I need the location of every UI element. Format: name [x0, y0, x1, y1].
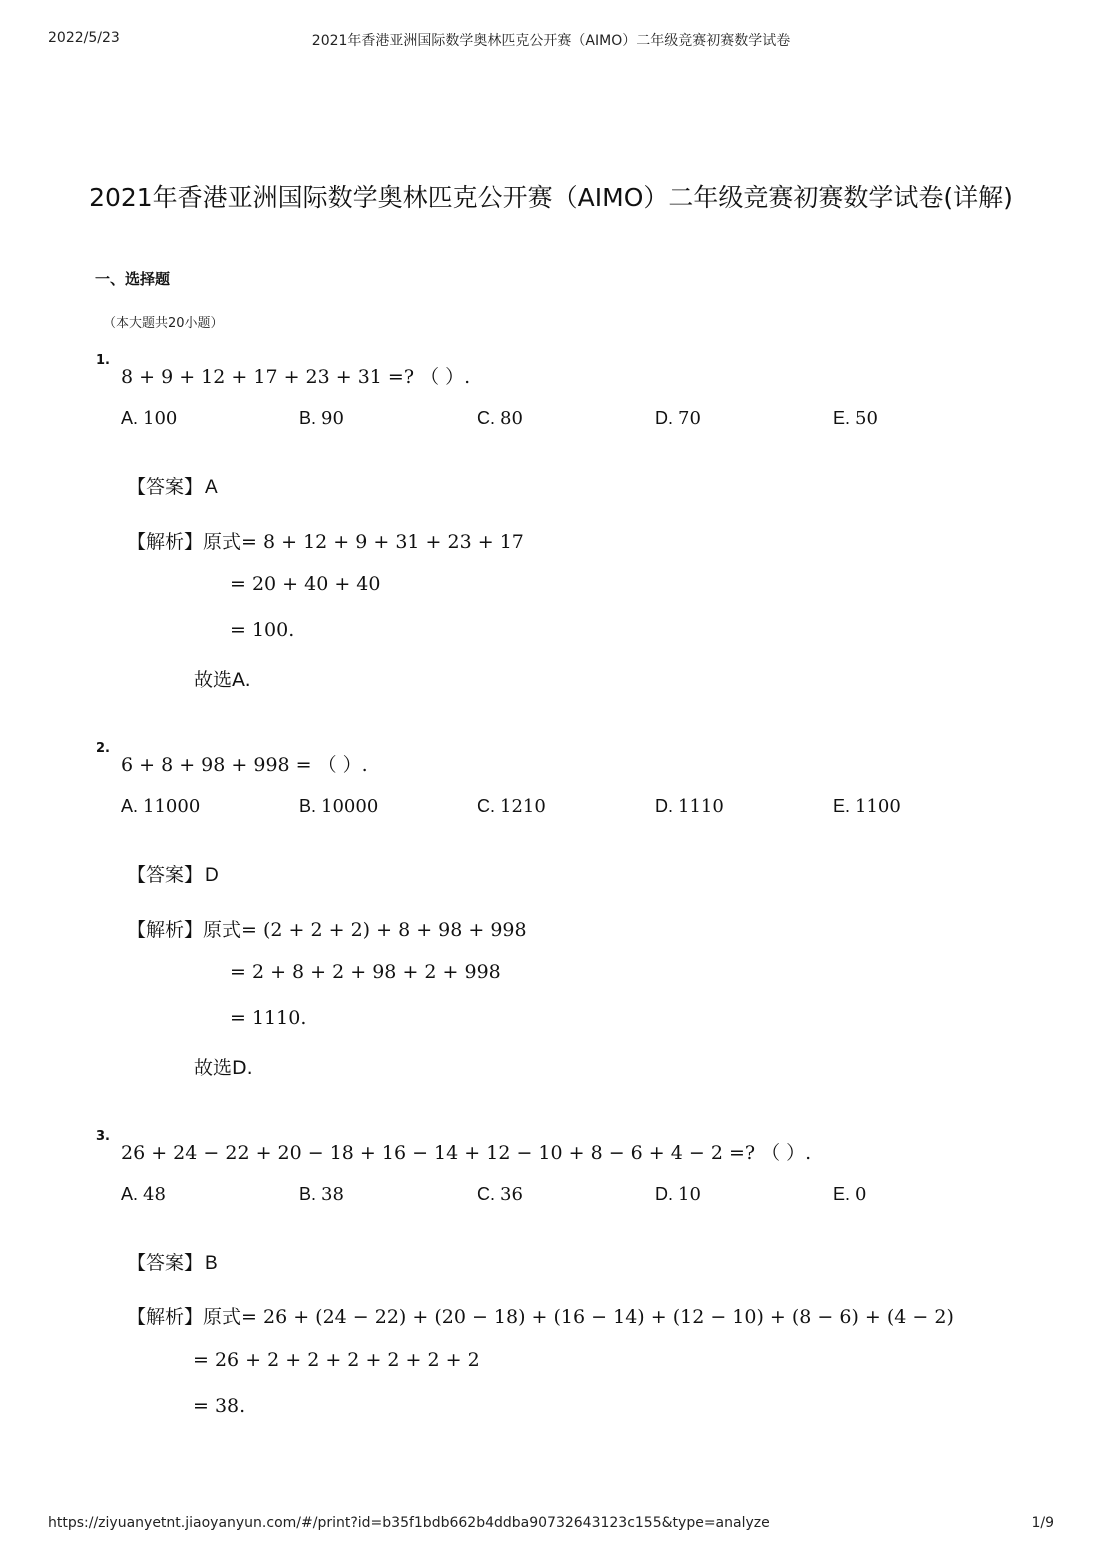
question-expression: 8 + 9 + 12 + 17 + 23 + 31 =? （ ）.: [121, 366, 471, 388]
option-a: [121, 1184, 166, 1205]
analysis-line: = (2 + 2 + 2) + 8 + 98 + 998: [241, 919, 527, 941]
analysis-line: = 1110.: [230, 1007, 307, 1029]
option-b: [299, 796, 378, 817]
option-value: 10000: [321, 796, 379, 817]
option-b: [299, 408, 344, 429]
option-e: [833, 1184, 866, 1205]
analysis-line: = 26 + 2 + 2 + 2 + 2 + 2 + 2: [193, 1349, 480, 1371]
answer-value: D: [205, 865, 219, 886]
option-d: [655, 796, 724, 817]
answer-label: 【答案】: [127, 1252, 204, 1274]
question-number: 1.: [96, 353, 110, 368]
option-value: 70: [678, 408, 701, 429]
analysis-label: 【解析】: [127, 531, 204, 553]
document-title: 2021年香港亚洲国际数学奥林匹克公开赛（AIMO）二年级竞赛初赛数学试卷(详解): [89, 183, 1013, 212]
analysis-block-2: [127, 915, 527, 942]
conclusion: 故选D.: [194, 1057, 253, 1079]
option-d: [655, 408, 701, 429]
option-letter: E.: [833, 1184, 856, 1204]
option-value: 100: [143, 408, 178, 429]
option-value: 11000: [143, 796, 201, 817]
option-a: [121, 408, 177, 429]
option-letter: D.: [655, 1184, 679, 1204]
option-letter: A.: [121, 408, 144, 428]
analysis-block-3: [127, 1302, 954, 1329]
question-expression: 6 + 8 + 98 + 998 = （ ）.: [121, 754, 368, 776]
option-value: 0: [855, 1184, 867, 1205]
print-date: 2022/5/23: [48, 30, 120, 46]
option-a: [121, 796, 200, 817]
answer-label: 【答案】: [127, 476, 204, 498]
option-value: 1100: [855, 796, 901, 817]
option-letter: A.: [121, 1184, 144, 1204]
option-letter: A.: [121, 796, 144, 816]
question-number: 3.: [96, 1129, 110, 1144]
original-expression-label: 原式: [203, 919, 242, 941]
option-value: 10: [678, 1184, 701, 1205]
print-header-title: 2021年香港亚洲国际数学奥林匹克公开赛（AIMO）二年级竞赛初赛数学试卷: [311, 33, 791, 49]
answer-label: 【答案】: [127, 864, 204, 886]
option-c: [477, 796, 546, 817]
question-number: 2.: [96, 741, 110, 756]
page-number: 1/9: [1031, 1515, 1054, 1531]
option-letter: E.: [833, 408, 856, 428]
answer-value: B: [205, 1253, 218, 1274]
option-letter: B.: [299, 796, 322, 816]
option-value: 36: [500, 1184, 523, 1205]
option-value: 48: [143, 1184, 166, 1205]
analysis-line: = 2 + 8 + 2 + 98 + 2 + 998: [230, 961, 501, 983]
original-expression-label: 原式: [203, 531, 242, 553]
option-value: 80: [500, 408, 523, 429]
analysis-label: 【解析】: [127, 919, 204, 941]
option-letter: D.: [655, 408, 679, 428]
option-b: [299, 1184, 344, 1205]
analysis-line: = 8 + 12 + 9 + 31 + 23 + 17: [241, 531, 524, 553]
option-letter: C.: [477, 796, 501, 816]
section-title: 一、选择题: [95, 270, 171, 288]
option-letter: C.: [477, 1184, 501, 1204]
analysis-line: = 100.: [230, 619, 295, 641]
section-note: （本大题共20小题）: [103, 316, 224, 331]
print-url: https://ziyuanyetnt.jiaoyanyun.com/#/print?id=b35f1bdb662b4ddba90732643123c155&type=analyze: [48, 1515, 770, 1531]
analysis-label: 【解析】: [127, 1306, 204, 1328]
option-value: 38: [321, 1184, 344, 1205]
option-d: [655, 1184, 701, 1205]
option-value: 1210: [500, 796, 546, 817]
option-value: 50: [855, 408, 878, 429]
analysis-line: = 26 + (24 − 22) + (20 − 18) + (16 − 14) + (12 − 10) + (8 − 6) + (4 − 2): [241, 1306, 954, 1328]
option-letter: B.: [299, 1184, 322, 1204]
option-letter: C.: [477, 408, 501, 428]
original-expression-label: 原式: [203, 1306, 242, 1328]
option-value: 90: [321, 408, 344, 429]
option-c: [477, 408, 523, 429]
option-value: 1110: [678, 796, 724, 817]
option-letter: B.: [299, 408, 322, 428]
answer-block-2: [127, 860, 219, 887]
analysis-block-1: [127, 527, 524, 554]
answer-block-1: [127, 472, 218, 499]
option-letter: E.: [833, 796, 856, 816]
analysis-line: = 38.: [193, 1395, 246, 1417]
answer-value: A: [205, 477, 218, 498]
option-c: [477, 1184, 523, 1205]
option-e: [833, 408, 878, 429]
option-e: [833, 796, 901, 817]
answer-block-3: [127, 1248, 218, 1275]
analysis-line: = 20 + 40 + 40: [230, 573, 381, 595]
conclusion: 故选A.: [194, 669, 251, 691]
option-letter: D.: [655, 796, 679, 816]
question-expression: 26 + 24 − 22 + 20 − 18 + 16 − 14 + 12 − 10 + 8 − 6 + 4 − 2 =? （ ）.: [121, 1142, 812, 1164]
